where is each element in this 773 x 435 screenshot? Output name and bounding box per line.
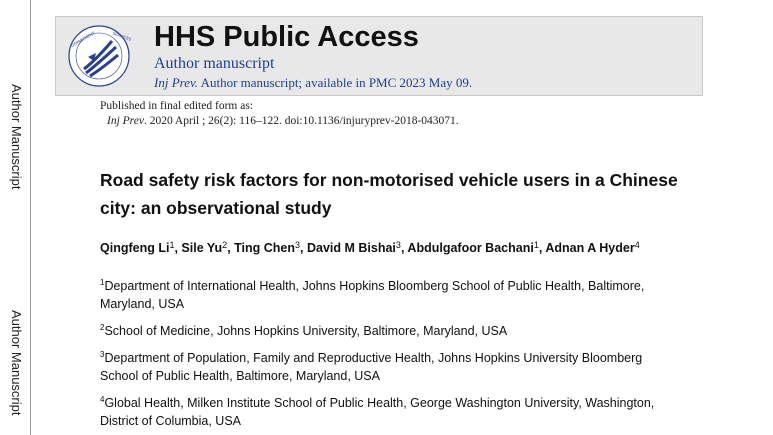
affiliation-text: Global Health, Milken Institute School of Public Health, George Washington University, Washington, District of Columbia, USA: [100, 396, 655, 428]
availability-text: Author manuscript; available in PMC 2023 May 09.: [200, 75, 473, 90]
hhs-header-banner: [55, 16, 703, 96]
author-list: [100, 236, 720, 257]
author-name: David M Bishai: [307, 241, 396, 255]
author-manuscript-subtitle: Author manuscript: [154, 55, 275, 72]
author-name: Ting Chen: [234, 241, 296, 255]
author-name: Sile Yu: [181, 241, 223, 255]
author-affiliation-mark: 3: [395, 240, 401, 250]
author-separator: ,: [174, 241, 182, 255]
author-manuscript-side-label-top: Author Manuscript: [9, 84, 24, 190]
article-title: Road safety risk factors for non-motorised vehicle users in a Chinese city: an observational study: [100, 170, 678, 218]
side-divider: [30, 0, 31, 435]
affiliation-2: [100, 319, 660, 340]
hhs-eagle-seal-icon: [66, 23, 132, 89]
citation-line: [107, 115, 459, 127]
affiliation-number: 4: [100, 395, 105, 404]
hhs-public-access-title: HHS Public Access: [154, 21, 419, 53]
affiliation-text: Department of International Health, Johns Hopkins Bloomberg School of Public Health, Baltimore, Maryland, USA: [100, 279, 645, 311]
author-separator: ,: [538, 241, 546, 255]
affiliation-number: 2: [100, 323, 105, 332]
author-name: Adnan A Hyder: [545, 241, 635, 255]
affiliation-1: [100, 274, 660, 313]
author-affiliation-mark: 3: [295, 240, 301, 250]
affiliation-text: School of Medicine, Johns Hopkins University, Baltimore, Maryland, USA: [104, 324, 508, 338]
citation-details[interactable]: . 2020 April ; 26(2): 116–122. doi:10.1136/injuryprev-2018-043071.: [143, 115, 459, 127]
author-separator: ,: [400, 241, 408, 255]
published-line: Published in final edited form as:: [100, 100, 253, 112]
affiliation-3: [100, 346, 660, 385]
svg-text:DEPARTMENT: DEPARTMENT: [70, 30, 96, 49]
author-name: Qingfeng Li: [100, 241, 170, 255]
affiliation-number: 1: [100, 278, 105, 287]
author-separator: ,: [300, 241, 307, 255]
author-name: Abdulgafoor Bachani: [407, 241, 534, 255]
citation-journal: Inj Prev: [107, 115, 144, 127]
author-affiliation-mark: 1: [533, 240, 539, 250]
author-affiliation-mark: 4: [634, 240, 640, 250]
author-manuscript-side-label-bottom: Author Manuscript: [9, 310, 24, 416]
affiliation-number: 3: [100, 350, 105, 359]
journal-abbrev[interactable]: Inj Prev.: [154, 75, 199, 90]
author-separator: ,: [227, 241, 235, 255]
author-affiliation-mark: 2: [222, 240, 228, 250]
svg-text:SERVICES: SERVICES: [111, 30, 132, 42]
affiliation-4: [100, 391, 660, 430]
availability-line: [154, 75, 472, 91]
affiliation-text: Department of Population, Family and Reproductive Health, Johns Hopkins University Bloomberg School of Public Health, Baltimore, Maryland, USA: [100, 351, 643, 383]
author-affiliation-mark: 1: [169, 240, 175, 250]
